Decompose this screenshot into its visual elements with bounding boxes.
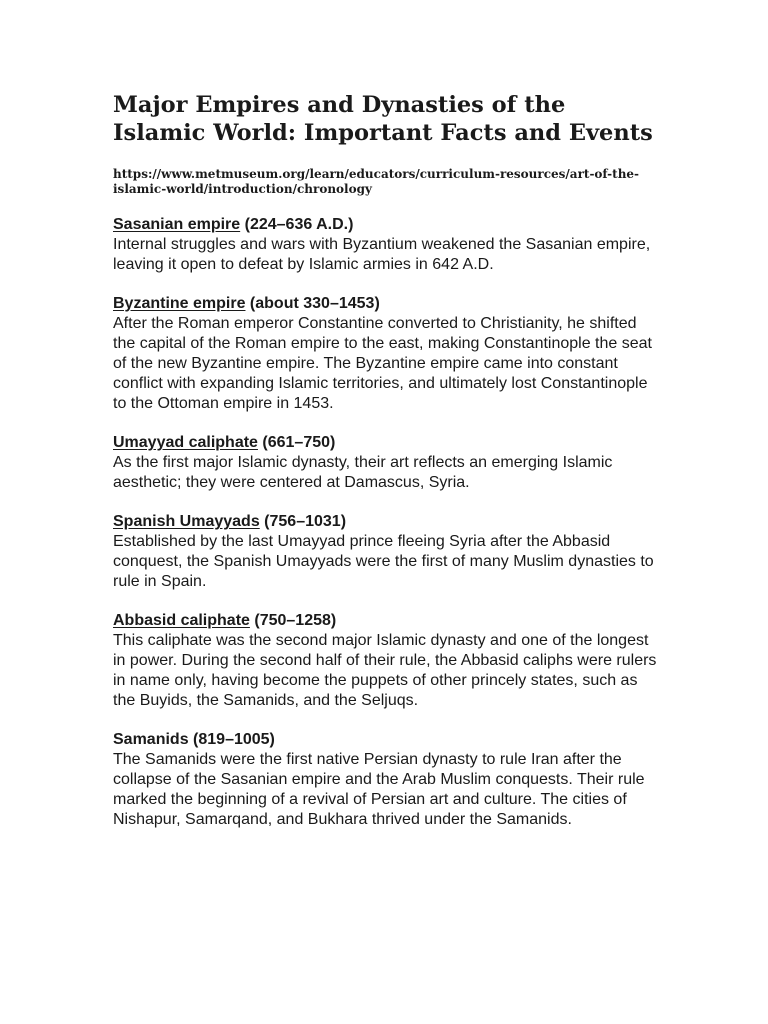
entry-heading xyxy=(113,512,658,532)
entry-name: Samanids xyxy=(113,731,189,748)
entry-umayyad-caliphate xyxy=(113,433,658,493)
entry-dates: (224–636 A.D.) xyxy=(240,216,354,233)
entry-byzantine-empire xyxy=(113,294,658,414)
entry-name-link[interactable]: Umayyad caliphate xyxy=(113,434,258,451)
entry-sasanian-empire xyxy=(113,215,658,275)
entry-description: After the Roman emperor Constantine converted to Christianity, he shifted the capital of the Roman empire to the east, making Constantinople the seat of the new Byzantine empire. The Byzantine empire came into constant conflict with expanding Islamic territories, and ultimately lost Constantinople to the Ottoman empire in 1453. xyxy=(113,315,652,412)
source-url: https://www.metmuseum.org/learn/educators/curriculum-resources/art-of-the-islamic-world/introduction/chronology xyxy=(113,167,640,196)
entry-description: The Samanids were the first native Persian dynasty to rule Iran after the collapse of the Sasanian empire and the Arab Muslim conquests. Their rule marked the beginning of a revival of Persian art and culture. The cities of Nishapur, Samarqand, and Bukhara thrived under the Samanids. xyxy=(113,751,645,828)
entry-spanish-umayyads xyxy=(113,512,658,592)
entry-dates: (750–1258) xyxy=(249,612,337,629)
entry-name-link[interactable]: Abbasid caliphate xyxy=(113,612,250,629)
entry-heading xyxy=(113,611,658,631)
entry-list xyxy=(113,215,658,830)
entry-heading xyxy=(113,294,658,314)
document-title: Major Empires and Dynasties of the Islamic World: Important Facts and Events xyxy=(113,92,653,146)
entry-heading xyxy=(113,215,658,235)
entry-heading xyxy=(113,433,658,453)
entry-description: As the first major Islamic dynasty, their art reflects an emerging Islamic aesthetic; they were centered at Damascus, Syria. xyxy=(113,454,613,491)
entry-name-link[interactable]: Sasanian empire xyxy=(113,216,241,233)
entry-heading xyxy=(113,730,658,750)
entry-dates: (about 330–1453) xyxy=(245,295,380,312)
entry-description: This caliphate was the second major Islamic dynasty and one of the longest in power. During the second half of their rule, the Abbasid caliphs were rulers in name only, having become the puppets of other princely states, such as the Buyids, the Samanids, and the Seljuqs. xyxy=(113,632,657,709)
entry-name-link[interactable]: Byzantine empire xyxy=(113,295,246,312)
entry-name-link[interactable]: Spanish Umayyads xyxy=(113,513,260,530)
entry-samanids xyxy=(113,730,658,830)
entry-dates: (756–1031) xyxy=(259,513,347,530)
document-page xyxy=(113,92,658,849)
entry-description: Internal struggles and wars with Byzantium weakened the Sasanian empire, leaving it open to defeat by Islamic armies in 642 A.D. xyxy=(113,236,651,273)
entry-dates: (661–750) xyxy=(257,434,336,451)
entry-description: Established by the last Umayyad prince fleeing Syria after the Abbasid conquest, the Spanish Umayyads were the first of many Muslim dynasties to rule in Spain. xyxy=(113,533,654,590)
entry-abbasid-caliphate xyxy=(113,611,658,711)
entry-dates: (819–1005) xyxy=(188,731,275,748)
